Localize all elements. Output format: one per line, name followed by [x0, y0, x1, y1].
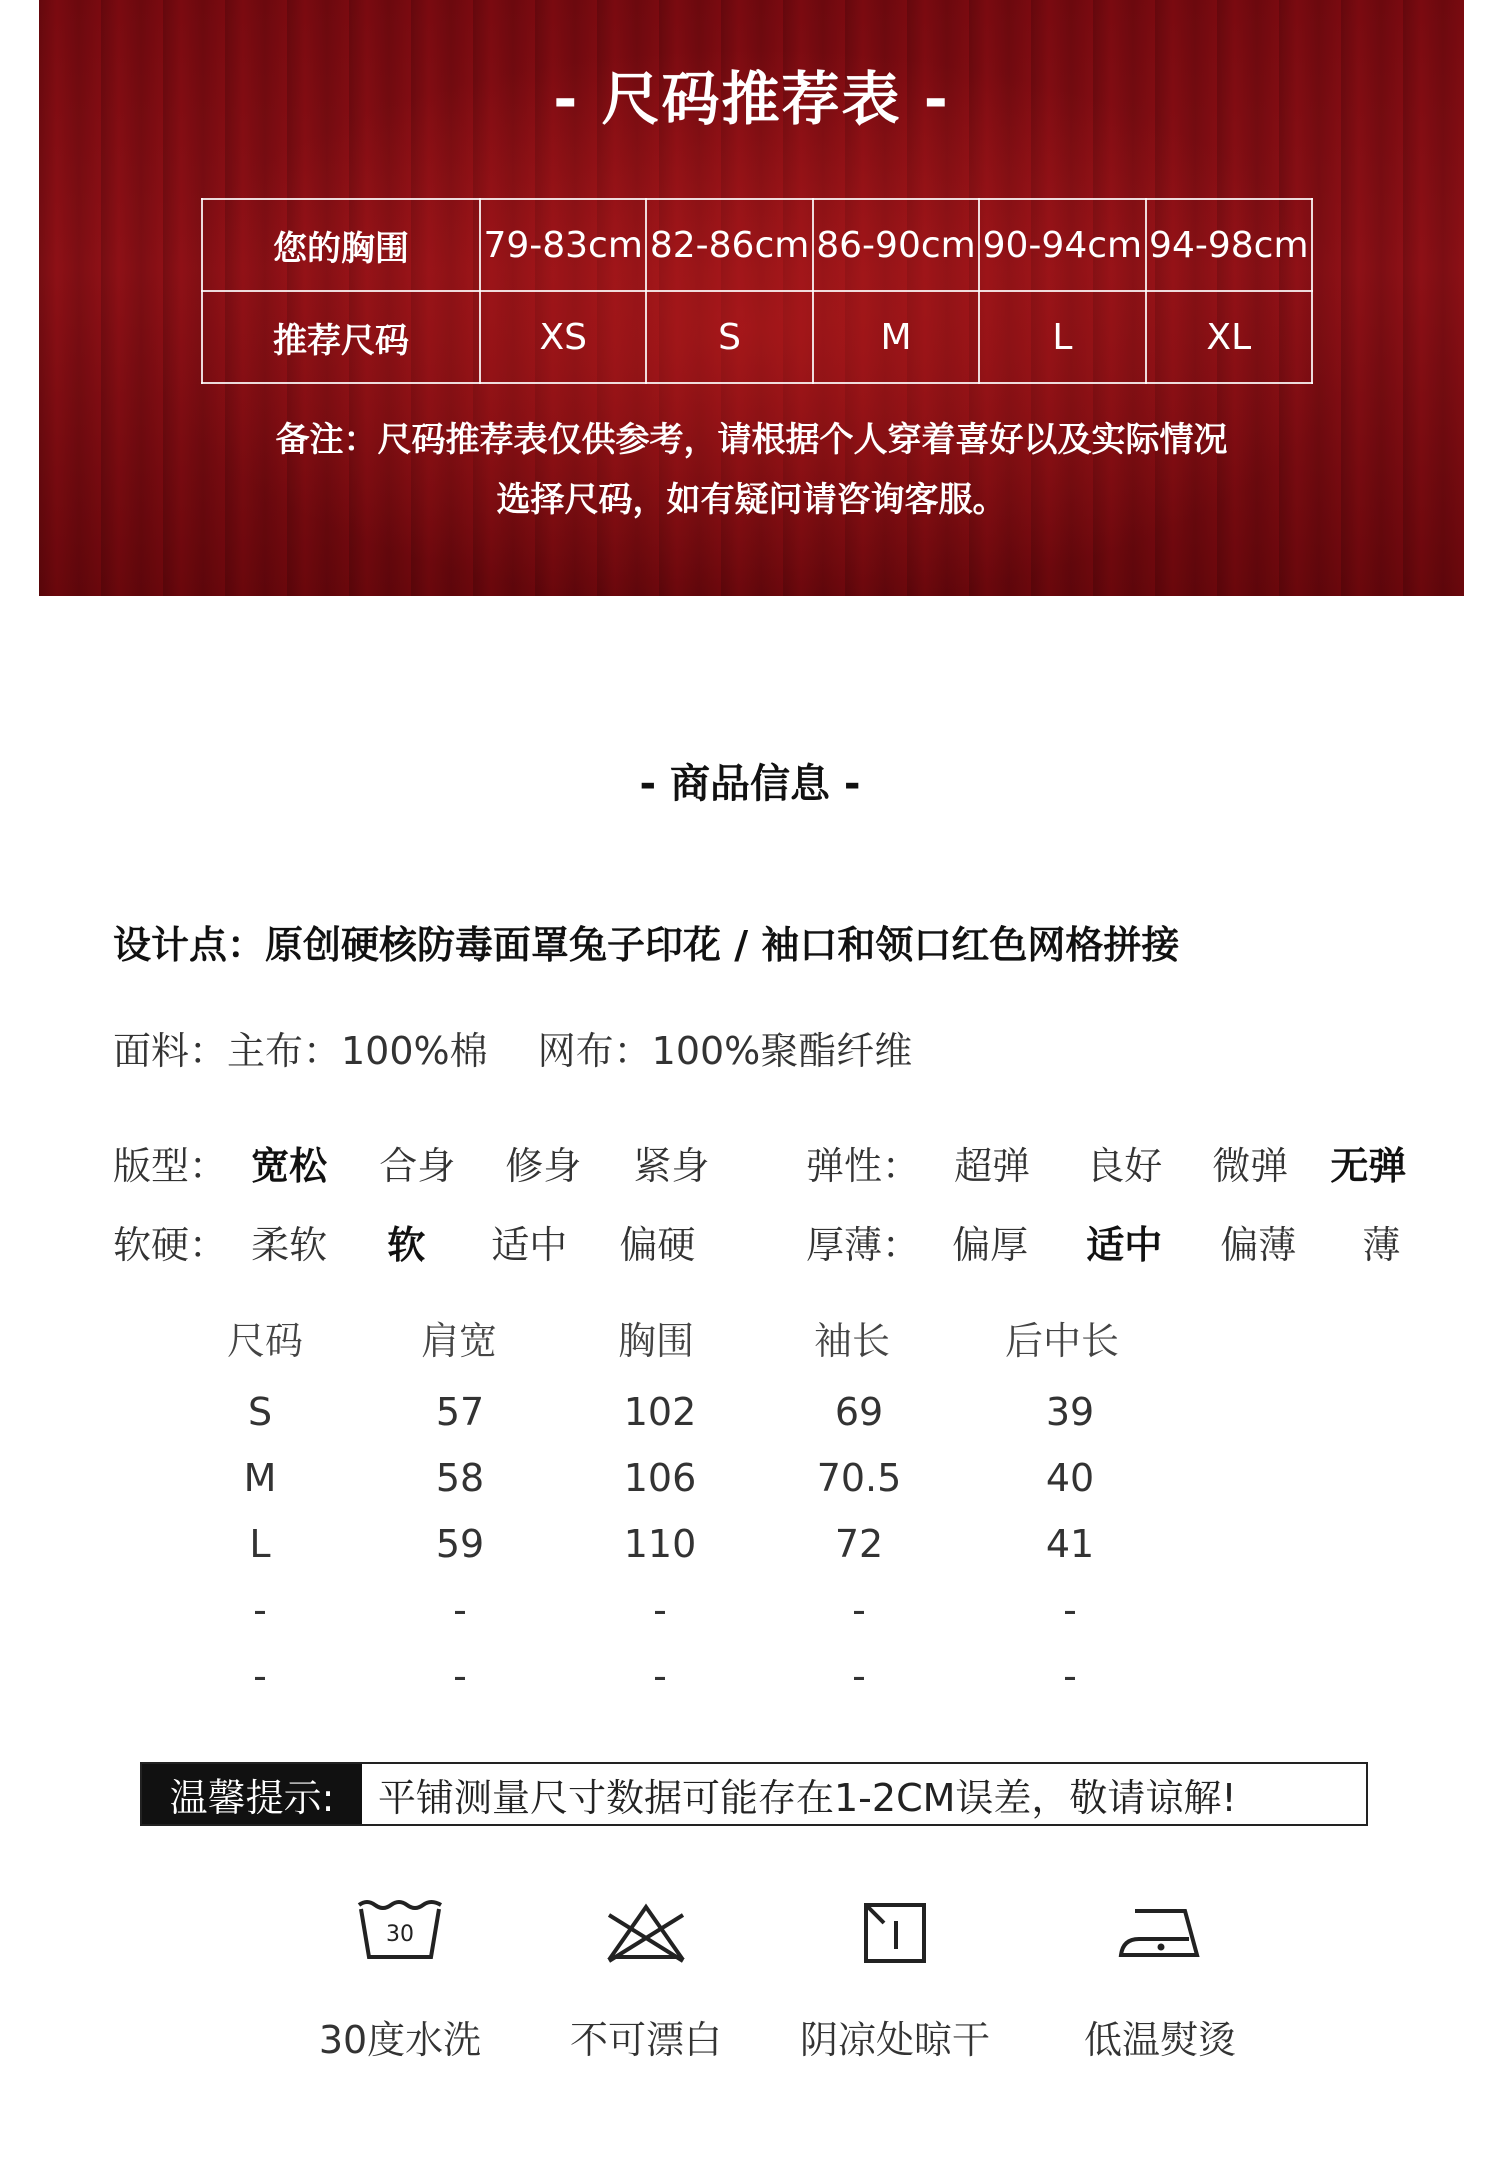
fabric-info: [113, 1020, 912, 1075]
attr-label: 软硬：: [113, 1223, 228, 1267]
fabric-main: 面料：主布：100%棉: [113, 1029, 488, 1073]
table-cell: -: [253, 1654, 267, 1698]
low-iron-icon: [1115, 1895, 1205, 1967]
attr-option: 良好: [1086, 1144, 1163, 1188]
attr-option: 合身: [379, 1144, 456, 1188]
table-cell: 41: [1045, 1522, 1095, 1566]
column-header: 尺码: [226, 1319, 303, 1363]
table-body: [230, 1390, 1230, 1720]
attr-option: 紧身: [633, 1144, 710, 1188]
measurement-table: [226, 1310, 1230, 1720]
table-cell: 59: [435, 1522, 485, 1566]
section-title: - 商品信息 -: [639, 761, 861, 807]
table-row: [230, 1456, 1230, 1522]
size-recommendation-banner: [39, 0, 1464, 596]
table-cell: 40: [1045, 1456, 1095, 1500]
column-header: 后中长: [1004, 1319, 1119, 1363]
table-cell: 72: [834, 1522, 884, 1566]
table-cell: 94-98cm: [1146, 199, 1312, 291]
table-cell: -: [453, 1654, 467, 1698]
attr-label: 厚薄：: [806, 1223, 921, 1267]
table-cell: -: [653, 1654, 667, 1698]
table-cell: -: [253, 1588, 267, 1632]
attr-option: 柔软: [251, 1223, 328, 1267]
table-cell: 79-83cm: [480, 199, 646, 291]
table-cell: L: [249, 1522, 271, 1566]
table-cell: -: [1063, 1588, 1077, 1632]
fabric-mesh: 网布：100%聚酯纤维: [537, 1029, 913, 1073]
attr-option: 修身: [505, 1144, 582, 1188]
column-header: 肩宽: [420, 1319, 497, 1363]
table-cell: L: [979, 291, 1145, 383]
table-cell: 58: [435, 1456, 485, 1500]
wash-temperature: 30: [386, 1922, 414, 1947]
table-cell: -: [653, 1588, 667, 1632]
attr-label: 版型：: [113, 1144, 228, 1188]
table-cell: 86-90cm: [813, 199, 979, 291]
table-cell: XS: [480, 291, 646, 383]
table-row: [202, 199, 1312, 291]
table-cell: -: [453, 1588, 467, 1632]
table-cell: 69: [834, 1390, 884, 1434]
table-row: [202, 291, 1312, 383]
design-point: 设计点：原创硬核防毒面罩兔子印花 / 袖口和领口红色网格拼接: [113, 923, 1180, 967]
table-cell: 57: [435, 1390, 485, 1434]
table-cell: -: [1063, 1654, 1077, 1698]
wash-30-icon: [355, 1895, 445, 1967]
table-cell: 102: [623, 1390, 697, 1434]
table-cell: 70.5: [816, 1456, 902, 1500]
row-header: 推荐尺码: [202, 291, 480, 383]
table-row: [230, 1522, 1230, 1588]
column-header: 胸围: [617, 1319, 694, 1363]
table-cell: 110: [623, 1522, 697, 1566]
attr-option: 无弹: [1330, 1144, 1407, 1188]
table-cell: 90-94cm: [979, 199, 1145, 291]
attr-option: 软: [387, 1223, 426, 1267]
attr-option: 超弹: [954, 1144, 1031, 1188]
attr-option: 偏薄: [1220, 1223, 1297, 1267]
row-header: 您的胸围: [202, 199, 480, 291]
thickness-row: [806, 1214, 1400, 1269]
attr-option: 薄: [1362, 1223, 1401, 1267]
table-row: [230, 1588, 1230, 1654]
table-row: [230, 1654, 1230, 1720]
care-label: 低温熨烫: [1083, 2018, 1236, 2062]
table-cell: 82-86cm: [646, 199, 812, 291]
attr-option: 微弹: [1212, 1144, 1289, 1188]
table-cell: XL: [1146, 291, 1312, 383]
table-cell: -: [852, 1654, 866, 1698]
tip-text: 平铺测量尺寸数据可能存在1-2CM误差，敬请谅解!: [378, 1775, 1237, 1820]
table-cell: M: [813, 291, 979, 383]
elasticity-row: [806, 1135, 1406, 1190]
attr-option: 偏厚: [952, 1223, 1029, 1267]
measurement-tip: [140, 1762, 1368, 1826]
column-header: 袖长: [813, 1319, 890, 1363]
banner-note: [39, 410, 1464, 530]
attr-option: 偏硬: [619, 1223, 696, 1267]
table-cell: -: [852, 1588, 866, 1632]
table-cell: 106: [623, 1456, 697, 1500]
note-line: 备注：尺码推荐表仅供参考，请根据个人穿着喜好以及实际情况: [275, 420, 1228, 460]
banner-title: - 尺码推荐表 -: [553, 65, 950, 133]
size-recommendation-table: [201, 198, 1313, 384]
attr-option: 适中: [491, 1223, 568, 1267]
care-label: 不可漂白: [569, 2018, 722, 2062]
table-cell: S: [247, 1390, 273, 1434]
tip-label: 温馨提示:: [142, 1764, 362, 1824]
table-cell: S: [646, 291, 812, 383]
care-item-dry: [765, 1895, 1025, 2064]
attr-label: 弹性：: [806, 1144, 921, 1188]
shade-dry-icon: [850, 1895, 940, 1967]
care-item-iron: [1030, 1895, 1290, 2064]
attr-option: 宽松: [251, 1144, 328, 1188]
attr-option: 适中: [1086, 1223, 1163, 1267]
table-cell: M: [243, 1456, 277, 1500]
care-item-bleach: [516, 1895, 776, 2064]
table-header-row: [226, 1310, 1230, 1376]
softness-row: [113, 1214, 695, 1269]
care-item-wash: [270, 1895, 530, 2064]
fit-row: [113, 1135, 709, 1190]
care-label: 阴凉处晾干: [799, 2018, 990, 2062]
care-label: 30度水洗: [318, 2018, 482, 2062]
table-row: [230, 1390, 1230, 1456]
table-cell: 39: [1045, 1390, 1095, 1434]
note-line: 选择尺码，如有疑问请咨询客服。: [496, 480, 1007, 520]
no-bleach-icon: [601, 1895, 691, 1967]
